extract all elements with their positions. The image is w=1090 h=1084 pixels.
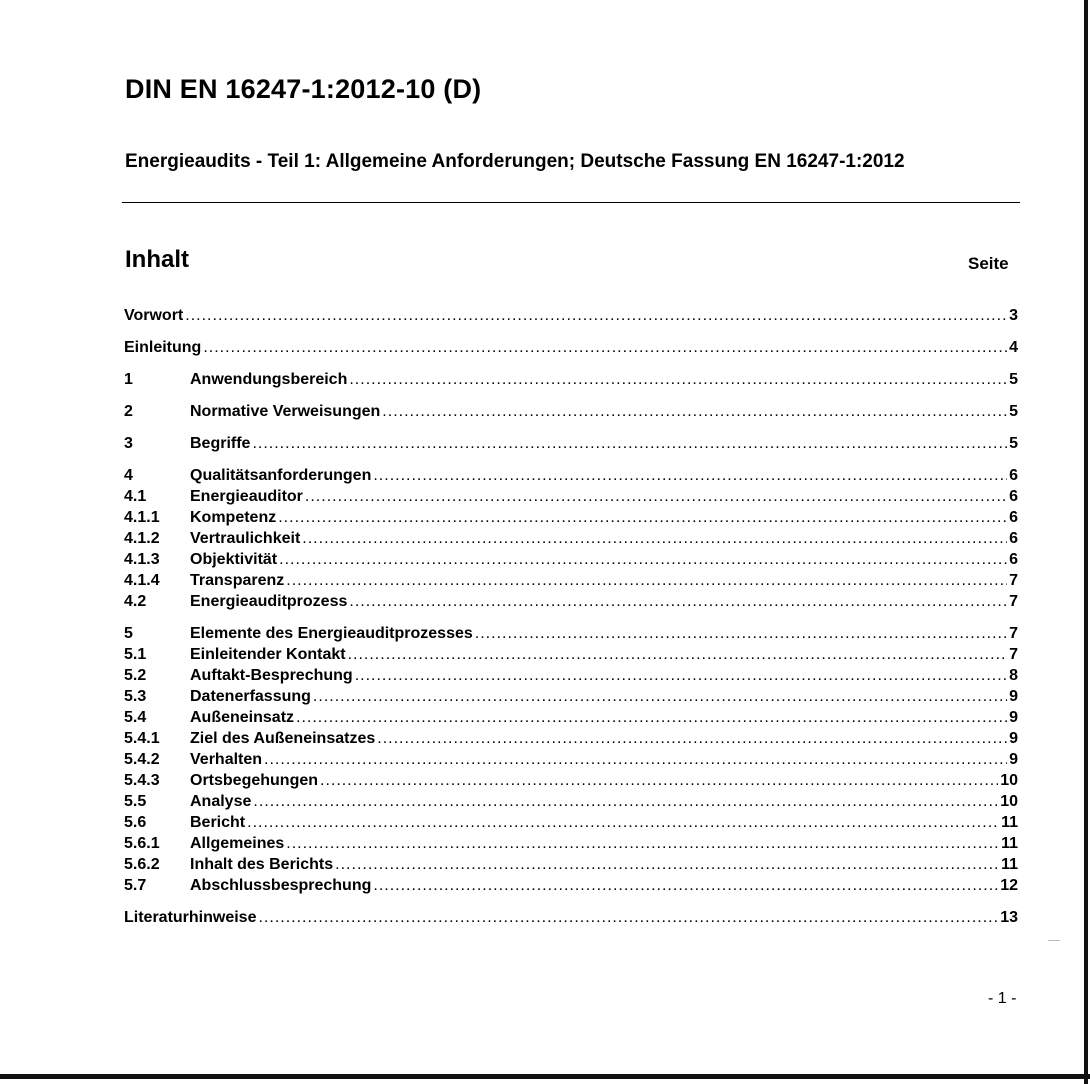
toc-dot-leader [475, 625, 1007, 643]
toc-entry[interactable] [124, 730, 1018, 751]
toc-dot-leader [286, 835, 999, 853]
toc-entry-title: Außeneinsatz [190, 709, 295, 726]
toc-entry-title: Allgemeines [190, 835, 285, 852]
toc-heading: Inhalt [125, 246, 189, 273]
toc-entry-number: 5.1 [124, 646, 147, 663]
toc-dot-leader [335, 856, 999, 874]
toc-dot-leader [296, 709, 1007, 727]
toc-entry[interactable] [124, 909, 1018, 930]
toc-entry-page: 11 [1001, 835, 1018, 852]
toc-entry-title: Abschlussbesprechung [190, 877, 372, 894]
toc-entry-number: 5.4.2 [124, 751, 160, 768]
toc-entry-number: 5 [124, 625, 133, 642]
toc-entry-number: 4.1.3 [124, 551, 160, 568]
toc-entry[interactable] [124, 625, 1018, 646]
toc-entry[interactable] [124, 709, 1018, 730]
toc-dot-leader [348, 646, 1008, 664]
toc-dot-leader [279, 551, 1007, 569]
toc-entry-number: 4.2 [124, 593, 147, 610]
toc-entry-title: Einleitung [124, 339, 202, 356]
toc-entry-number: 1 [124, 371, 133, 388]
toc-entry-title: Transparenz [190, 572, 285, 589]
toc-entry-page: 4 [1009, 339, 1018, 356]
toc-dot-leader [320, 772, 998, 790]
toc-dot-leader [278, 509, 1007, 527]
document-title: DIN EN 16247-1:2012-10 (D) [125, 74, 482, 104]
toc-entry[interactable] [124, 572, 1018, 593]
toc-entry-title: Einleitender Kontakt [190, 646, 346, 663]
toc-dot-leader [185, 307, 1007, 325]
toc-entry-number: 5.7 [124, 877, 147, 894]
toc-entry[interactable] [124, 509, 1018, 530]
toc-entry[interactable] [124, 793, 1018, 814]
toc-dot-leader [302, 530, 1007, 548]
toc-entry[interactable] [124, 339, 1018, 360]
toc-entry-page: 5 [1009, 371, 1018, 388]
toc-entry[interactable] [124, 593, 1018, 614]
toc-entry-title: Energieauditor [190, 488, 303, 505]
toc-entry-title: Datenerfassung [190, 688, 311, 705]
toc-dot-leader [382, 403, 1007, 421]
toc-entry-number: 5.4.3 [124, 772, 160, 789]
page-edge-bottom [0, 1074, 1090, 1079]
toc-entry-page: 6 [1009, 551, 1018, 568]
toc-entry-title: Auftakt-Besprechung [190, 667, 353, 684]
page-edge-right [1084, 0, 1088, 1084]
toc-entry-page: 9 [1009, 751, 1018, 768]
toc-entry-page: 5 [1009, 435, 1018, 452]
toc-entry-title: Objektivität [190, 551, 278, 568]
toc-entry-page: 7 [1009, 572, 1018, 589]
toc-entry-page: 10 [1000, 793, 1018, 810]
toc-entry-title: Vertraulichkeit [190, 530, 301, 547]
toc-dot-leader [286, 572, 1007, 590]
toc-entry[interactable] [124, 403, 1018, 424]
toc-entry-page: 3 [1009, 307, 1018, 324]
toc-dot-leader [377, 730, 1007, 748]
toc-entry-title: Energieauditprozess [190, 593, 348, 610]
toc-entry-title: Bericht [190, 814, 246, 831]
toc-entry-number: 5.2 [124, 667, 147, 684]
toc-entry-number: 3 [124, 435, 133, 452]
toc-entry-number: 5.5 [124, 793, 147, 810]
toc-entry[interactable] [124, 467, 1018, 488]
toc-entry[interactable] [124, 877, 1018, 898]
toc-entry-title: Inhalt des Berichts [190, 856, 334, 873]
toc-entry-title: Analyse [190, 793, 252, 810]
toc-dot-leader [252, 435, 1007, 453]
toc-entry[interactable] [124, 307, 1018, 328]
toc-entry[interactable] [124, 551, 1018, 572]
toc-page-column-label: Seite [968, 254, 1009, 273]
toc-entry-page: 10 [1000, 772, 1018, 789]
toc-dot-leader [305, 488, 1007, 506]
toc-dot-leader [258, 909, 998, 927]
toc-entry-page: 6 [1009, 509, 1018, 526]
toc-entry-page: 12 [1000, 877, 1018, 894]
toc-entry-page: 6 [1009, 467, 1018, 484]
toc-entry-page: 7 [1009, 646, 1018, 663]
toc-entry-number: 4.1.4 [124, 572, 160, 589]
toc-entry-number: 4.1 [124, 488, 147, 505]
toc-entry-page: 9 [1009, 688, 1018, 705]
toc-dot-leader [247, 814, 999, 832]
toc-entry-title: Verhalten [190, 751, 263, 768]
toc-entry-title: Ziel des Außeneinsatzes [190, 730, 376, 747]
toc-entry[interactable] [124, 371, 1018, 392]
toc-entry-page: 8 [1009, 667, 1018, 684]
page-number: - 1 - [988, 990, 1017, 1007]
toc-entry-title: Anwendungsbereich [190, 371, 348, 388]
document-subtitle: Energieaudits - Teil 1: Allgemeine Anforderungen; Deutsche Fassung EN 16247-1:2012 [125, 151, 905, 172]
toc-entry-title: Qualitätsanforderungen [190, 467, 372, 484]
toc-dot-leader [264, 751, 1007, 769]
toc-entry-title: Literaturhinweise [124, 909, 257, 926]
toc-entry[interactable] [124, 856, 1018, 877]
toc-entry[interactable] [124, 688, 1018, 709]
toc-entry-page: 6 [1009, 488, 1018, 505]
toc-entry-number: 4.1.1 [124, 509, 160, 526]
toc-entry[interactable] [124, 435, 1018, 456]
toc-entry-page: 7 [1009, 625, 1018, 642]
toc-entry-title: Kompetenz [190, 509, 277, 526]
toc-entry[interactable] [124, 646, 1018, 667]
toc-entry-page: 9 [1009, 709, 1018, 726]
toc-entry-number: 2 [124, 403, 133, 420]
toc-dot-leader [373, 877, 998, 895]
toc-entry[interactable] [124, 667, 1018, 688]
toc-entry-page: 7 [1009, 593, 1018, 610]
scan-artifact [1048, 940, 1060, 941]
toc-entry-number: 5.4 [124, 709, 147, 726]
toc-entry[interactable] [124, 530, 1018, 551]
toc-entry-number: 4 [124, 467, 133, 484]
toc-dot-leader [313, 688, 1007, 706]
toc-entry[interactable] [124, 835, 1018, 856]
toc-entry-page: 5 [1009, 403, 1018, 420]
toc-entry-number: 5.3 [124, 688, 147, 705]
toc-entry-number: 4.1.2 [124, 530, 160, 547]
toc-entry[interactable] [124, 488, 1018, 509]
toc-entry-number: 5.6.1 [124, 835, 160, 852]
title-divider [122, 202, 1020, 203]
table-of-contents [124, 307, 1018, 930]
toc-dot-leader [355, 667, 1007, 685]
toc-entry-page: 11 [1001, 856, 1018, 873]
toc-dot-leader [349, 371, 1007, 389]
toc-dot-leader [373, 467, 1007, 485]
toc-entry-title: Elemente des Energieauditprozesses [190, 625, 473, 642]
toc-entry[interactable] [124, 751, 1018, 772]
toc-entry-page: 6 [1009, 530, 1018, 547]
toc-entry-title: Normative Verweisungen [190, 403, 381, 420]
toc-entry-page: 9 [1009, 730, 1018, 747]
toc-entry-number: 5.4.1 [124, 730, 160, 747]
toc-dot-leader [203, 339, 1007, 357]
toc-entry-title: Begriffe [190, 435, 251, 452]
toc-entry-page: 11 [1001, 814, 1018, 831]
toc-entry-title: Ortsbegehungen [190, 772, 319, 789]
toc-dot-leader [253, 793, 998, 811]
toc-entry[interactable] [124, 814, 1018, 835]
toc-entry[interactable] [124, 772, 1018, 793]
toc-entry-title: Vorwort [124, 307, 184, 324]
toc-entry-page: 13 [1000, 909, 1018, 926]
toc-entry-number: 5.6 [124, 814, 147, 831]
toc-dot-leader [349, 593, 1007, 611]
toc-entry-number: 5.6.2 [124, 856, 160, 873]
